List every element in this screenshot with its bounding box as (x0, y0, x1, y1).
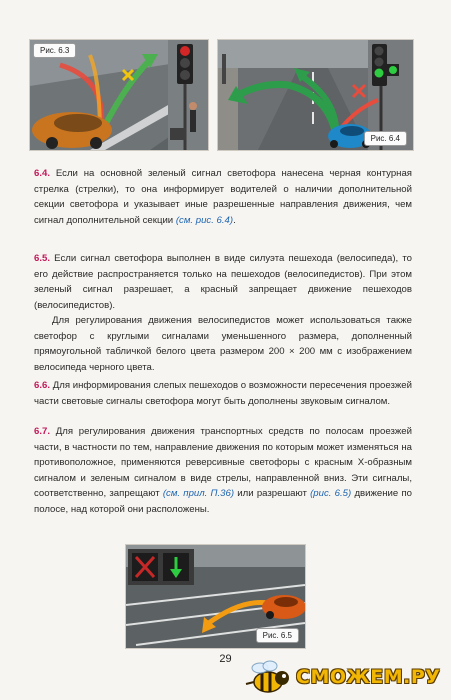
section-6-5 (34, 251, 412, 375)
section-6-7-paragraph (34, 424, 412, 517)
figure-6-4 (217, 39, 414, 151)
watermark-text: СМОЖЕМ.РУ (296, 666, 441, 688)
figure-6-5 (125, 544, 306, 649)
section-number: 6.4. (34, 168, 51, 179)
figure-reference: (рис. 6.5) (310, 488, 352, 499)
watermark (238, 660, 448, 698)
section-6-6-paragraph (34, 378, 412, 409)
figure-6-5-label: Рис. 6.5 (256, 628, 299, 643)
figure-6-3 (29, 39, 209, 151)
section-6-7 (34, 424, 412, 517)
paragraph-text: Если сигнал светофора выполнен в виде силуэта пешехода (велосипеда), то его действие распространяется только на пешеходов (велосипедистов). При этом зеленый сигнал разрешает, а красный запрещает движение пешеходов (велосипедистов). (34, 253, 412, 311)
section-number: 6.5. (34, 253, 51, 264)
figure-reference: (см. рис. 6.4) (175, 214, 234, 226)
section-6-5-paragraph (34, 251, 412, 313)
bee-icon (238, 660, 296, 698)
paragraph-text: Для информирования слепых пешеходов о возможности пересечения проезжей части световые сигналы светофора могут быть дополнены звуковым сигналом. (34, 380, 412, 407)
appendix-reference: (см. прил. П.36) (162, 488, 235, 499)
punctuation: . (233, 214, 236, 226)
paragraph-text: Для регулирования движения транспортных средств по полосам проезжей части, в частности по тем, направление движения по которым может изменяться на противоположное, применяются реверсивные светофоры с красным Х-образным сигналом и зеленым сигналом в виде стрелы, направленной вниз. Эти сигналы, соответственно, запрещают (34, 426, 412, 499)
section-number: 6.6. (34, 380, 51, 391)
paragraph-text: или разрешают (237, 488, 307, 499)
section-6-4-paragraph (34, 166, 412, 228)
figure-6-4-label: Рис. 6.4 (364, 131, 407, 146)
page-number: 29 (219, 653, 232, 665)
section-number: 6.7. (34, 426, 51, 437)
section-6-5-paragraph-2: Для регулирования движения велосипедистов может использоваться также светофор с круглыми сигналами уменьшенного размера, дополненный прямоугольной табличкой белого цвета размером 200 × 200 мм с изображением велосипеда черного цвета. (34, 315, 412, 373)
paragraph-text: движение по полосе, над которой они расположены. (34, 488, 412, 515)
section-6-6 (34, 378, 412, 409)
section-6-4 (34, 166, 412, 228)
paragraph-text: Если на основной зеленый сигнал светофора нанесена черная контурная стрелка (стрелки), то она информирует водителей о наличии дополнительной секции светофора и указывает иные разрешенные направления движения, чем сигнал дополнительной секции (34, 168, 412, 226)
figure-6-3-label: Рис. 6.3 (33, 43, 76, 58)
